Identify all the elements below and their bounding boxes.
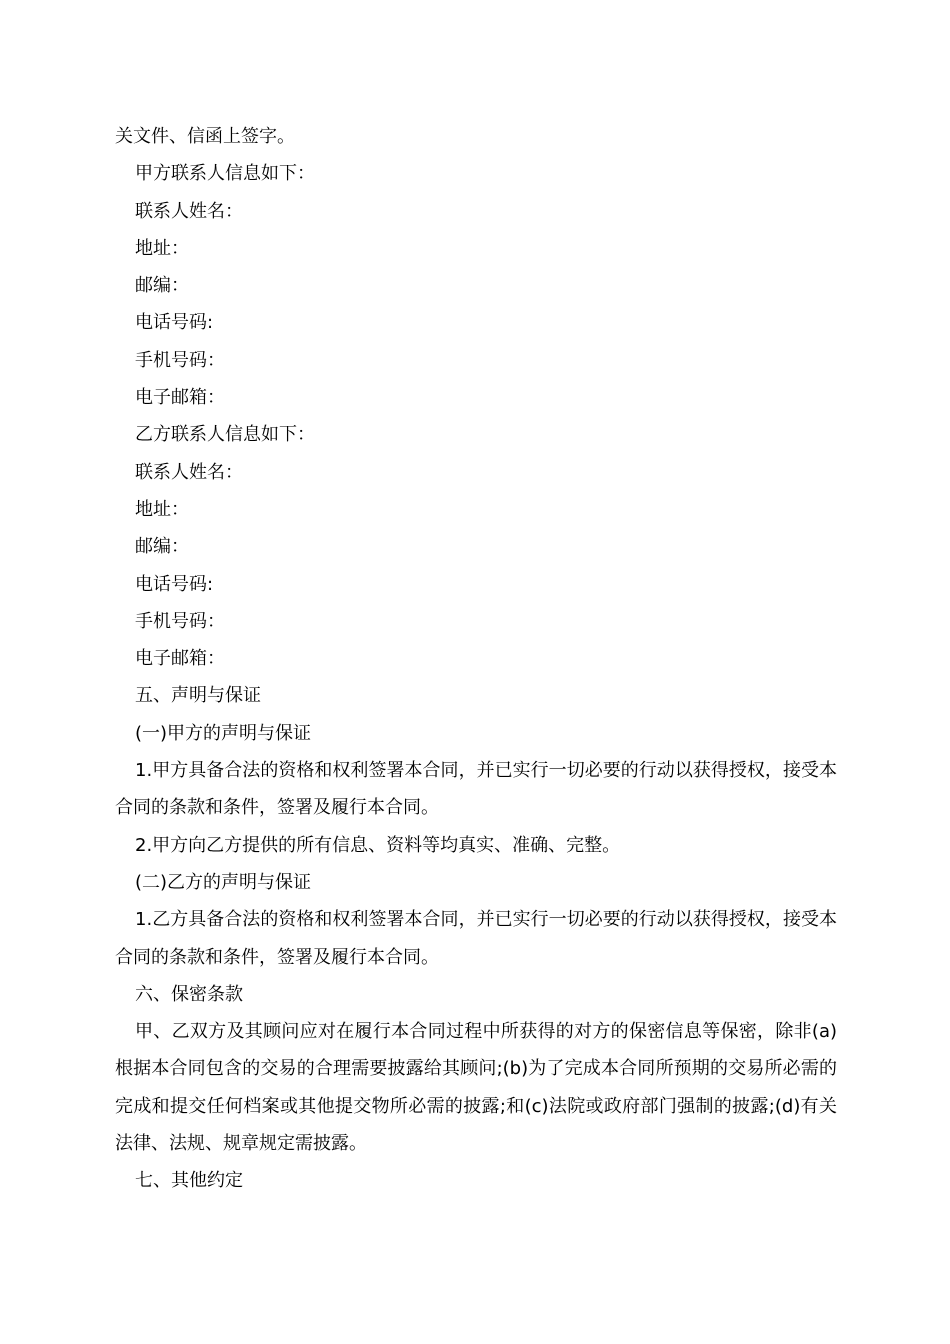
party-b-mobile: 手机号码： — [135, 610, 225, 632]
party-b-address: 地址： — [135, 498, 189, 520]
party-b-email: 电子邮箱： — [135, 648, 225, 670]
paragraph-confidentiality: 甲、乙双方及其顾问应对在履行本合同过程中所获得的对方的保密信息等保密，除非(a)根据本合同包含的交易的合理需要披露给其顾问;(b)为了完成本合同所预期的交易所必需的完成和提交任何档案或其他提交物所必需的披露;和(c)法院或政府部门强制的披露;(d)有关法律、法规、规章规定需披露。 — [115, 1021, 837, 1155]
party-a-email: 电子邮箱： — [135, 387, 225, 409]
paragraph-b1: 1.乙方具备合法的资格和权利签署本合同，并已实行一切必要的行动以获得授权，接受本合同的条款和条件，签署及履行本合同。 — [115, 909, 837, 968]
party-b-postcode: 邮编： — [135, 536, 189, 558]
party-a-phone: 电话号码: — [135, 312, 214, 334]
party-a-postcode: 邮编： — [135, 275, 189, 297]
paragraph-a1: 1.甲方具备合法的资格和权利签署本合同，并已实行一切必要的行动以获得授权，接受本合同的条款和条件，签署及履行本合同。 — [115, 760, 837, 819]
party-a-mobile: 手机号码： — [135, 349, 225, 371]
paragraph-a2: 2.甲方向乙方提供的所有信息、资料等均真实、准确、完整。 — [135, 834, 621, 856]
party-a-address: 地址： — [135, 237, 189, 259]
party-a-contact-heading: 甲方联系人信息如下： — [135, 163, 315, 185]
party-b-contact-name: 联系人姓名： — [135, 461, 243, 483]
subsection-heading-b: (二)乙方的声明与保证 — [135, 871, 312, 893]
section-heading-7: 七、其他约定 — [135, 1170, 243, 1192]
party-b-contact-heading: 乙方联系人信息如下： — [135, 424, 315, 446]
subsection-heading-a: (一)甲方的声明与保证 — [135, 722, 312, 744]
text-line: 关文件、信函上签字。 — [115, 126, 295, 147]
section-heading-6: 六、保密条款 — [135, 983, 243, 1005]
party-a-contact-name: 联系人姓名： — [135, 200, 243, 222]
document-body — [115, 118, 837, 1200]
party-b-phone: 电话号码: — [135, 573, 214, 595]
section-heading-5: 五、声明与保证 — [135, 685, 261, 707]
